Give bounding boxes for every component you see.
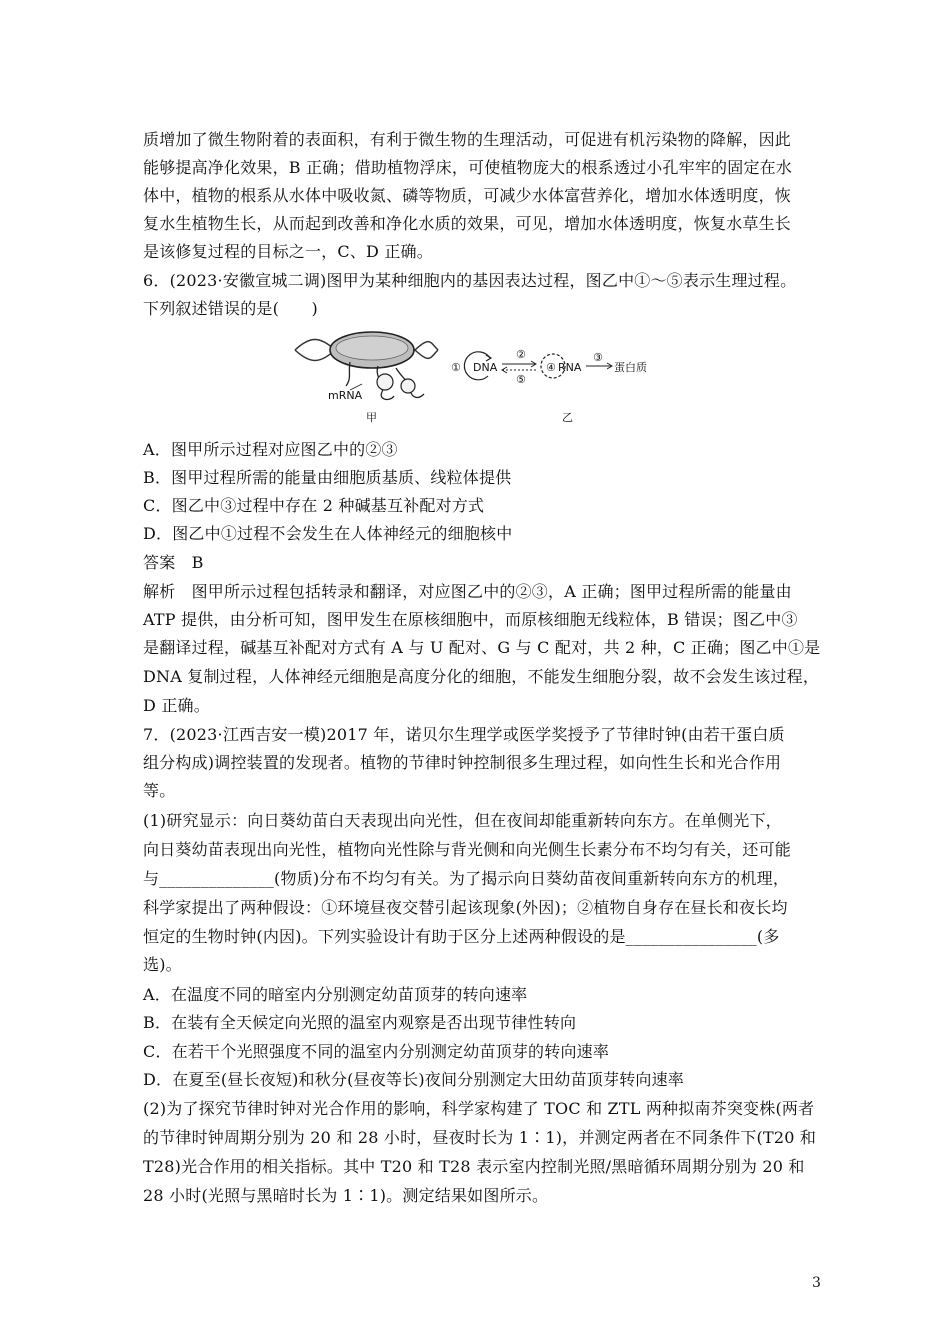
process-2-label: ② [516,348,526,361]
option-c: C．图乙中③过程中存在 2 种碱基互补配对方式 [143,496,485,515]
subquestion-1: 向日葵幼苗表现出向光性，植物向光性除与背光侧和向光侧生长素分布不均匀有关，还可能 [143,840,792,859]
question-7-stem: 组分构成)调控装置的发现者。植物的节律时钟控制很多生理过程，如向性生长和光合作用 [143,753,782,772]
text-line: 体中，植物的根系从水体中吸收氮、磷等物质，可减少水体富营养化，增加水体透明度，恢 [143,186,792,205]
process-5-label: ⑤ [516,373,526,386]
option-a: A．图甲所示过程对应图乙中的②③ [143,440,398,459]
subquestion-1: 选)。 [143,955,182,974]
text-line: 能够提高净化效果，B 正确；借助植物浮床，可使植物庞大的根系透过小孔牢牢的固定在水 [143,158,793,177]
option-a: A．在温度不同的暗室内分别测定幼苗顶芽的转向速率 [143,985,528,1004]
subquestion-1: 科学家提出了两种假设：①环境昼夜交替引起该现象(外因)；②植物自身存在昼长和夜长均 [143,898,788,917]
figure-jia-diagram [295,332,438,424]
process-3-label: ③ [593,351,603,364]
gene-expression-figure [290,328,670,428]
question-6-stem: 6．(2023·安徽宣城二调)图甲为某种细胞内的基因表达过程，图乙中①～⑤表示生理过程。 [143,271,797,290]
text-line: 质增加了微生物附着的表面积，有利于微生物的生理活动，可促进有机污染物的降解，因此 [143,130,792,149]
option-b: B．在装有全天候定向光照的温室内观察是否出现节律性转向 [143,1013,577,1032]
dna-label: DNA [473,361,498,374]
analysis-line: 解析 图甲所示过程包括转录和翻译，对应图乙中的②③，A 正确；图甲过程所需的能量由 [143,582,792,601]
page-number: 3 [812,1275,821,1291]
analysis-line: D 正确。 [143,696,210,715]
protein-label: 蛋白质 [614,361,647,374]
question-6-stem: 下列叙述错误的是( ) [143,299,318,318]
subquestion-2: 28 小时(光照与黑暗时长为 1∶1)。测定结果如图所示。 [143,1186,549,1205]
figure-yi-label: 乙 [562,411,573,424]
rna-label: RNA [558,361,582,374]
text-line: 复水生植物生长，从而起到改善和净化水质的效果，可见，增加水体透明度，恢复水草生长 [143,214,792,233]
subquestion-1: (1)研究显示：向日葵幼苗白天表现出向光性，但在夜间却能重新转向东方。在单侧光下， [143,811,782,830]
answer-line: 答案 B [143,553,204,572]
subquestion-2: (2)为了探究节律时钟对光合作用的影响，科学家构建了 TOC 和 ZTL 两种拟南芥突变株(两者 [143,1099,815,1118]
process-4-label: ④ [546,361,556,374]
text-line: 是该修复过程的目标之一，C、D 正确。 [143,242,433,261]
question-7-stem: 7．(2023·江西吉安一模)2017 年，诺贝尔生理学或医学奖授予了节律时钟(由若干蛋白质 [143,725,785,744]
figure-yi-diagram [451,348,647,424]
subquestion-2: 的节律时钟周期分别为 20 和 28 小时，昼夜时长为 1∶1)，并测定两者在不同条件下(T20 和 [143,1128,817,1147]
mrna-label: mRNA [328,389,363,402]
subquestion-1: 与______________(物质)分布不均匀有关。为了揭示向日葵幼苗夜间重新转向东方的机理， [143,869,790,888]
option-b: B．图甲过程所需的能量由细胞质基质、线粒体提供 [143,468,512,487]
subquestion-1: 恒定的生物时钟(内因)。下列实验设计有助于区分上述两种假设的是________________(多 [143,927,780,946]
question-7-stem: 等。 [143,781,176,800]
figure-svg [290,328,670,428]
process-1-label: ① [451,361,461,374]
option-c: C．在若干个光照强度不同的温室内分别测定幼苗顶芽的转向速率 [143,1042,610,1061]
analysis-line: ATP 提供，由分析可知，图甲发生在原核细胞中，而原核细胞无线粒体，B 错误；图乙中③ [143,610,798,629]
subquestion-2: T28)光合作用的相关指标。其中 T20 和 T28 表示室内控制光照/黑暗循环周期分别为 20 和 [143,1157,805,1176]
figure-jia-label: 甲 [366,411,377,424]
analysis-line: DNA 复制过程，人体神经元细胞是高度分化的细胞，不能发生细胞分裂，故不会发生该过程， [143,667,820,686]
analysis-line: 是翻译过程，碱基互补配对方式有 A 与 U 配对、G 与 C 配对，共 2 种，C 正确；图乙中①是 [143,638,821,657]
option-d: D．在夏至(昼长夜短)和秋分(昼夜等长)夜间分别测定大田幼苗顶芽转向速率 [143,1070,684,1089]
option-d: D．图乙中①过程不会发生在人体神经元的细胞核中 [143,524,513,543]
